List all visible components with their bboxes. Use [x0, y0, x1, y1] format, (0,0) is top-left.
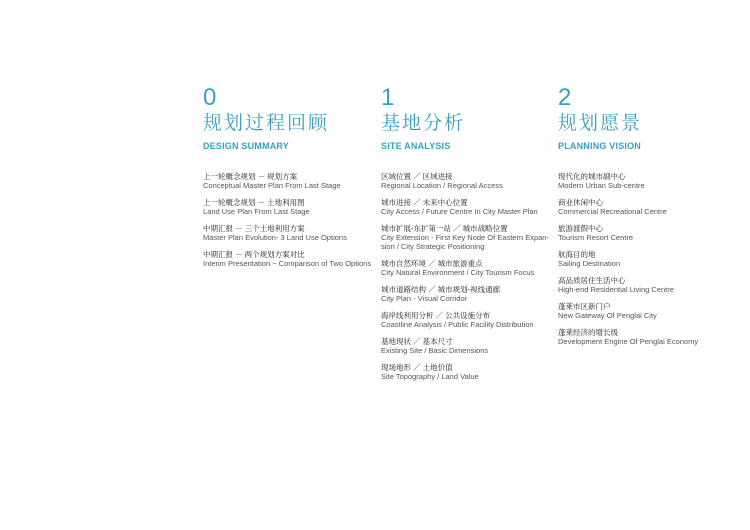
item-cn: 航海目的地 [558, 250, 596, 259]
list-item [381, 259, 551, 277]
section-site-analysis [381, 86, 551, 389]
item-cn: 基地现状 ／ 基本尺寸 [381, 337, 453, 346]
section-title-cn: 基地分析 [381, 113, 466, 134]
item-en: Land Use Plan From Last Stage [203, 207, 310, 216]
item-en: Regional Location / Regional Access [381, 181, 503, 190]
item-cn: 城市扩展-东扩第一站 ／ 城市战略位置 [381, 224, 508, 233]
section-number: 2 [558, 84, 572, 111]
item-en: Commercial Recreational Centre [558, 207, 667, 216]
item-cn: 旅游渡假中心 [558, 224, 603, 233]
item-en: High-end Residential Living Centre [558, 285, 674, 294]
item-en: Conceptual Master Plan From Last Stage [203, 181, 341, 190]
item-cn: 高品质居住生活中心 [558, 276, 626, 285]
section-title-cn: 规划愿景 [558, 113, 643, 134]
item-en: City Plan - Visual Corridor [381, 294, 468, 303]
list-item [203, 198, 383, 216]
list-item [203, 172, 383, 190]
list-item [558, 250, 738, 268]
item-cn: 蓬莱经济的增长级 [558, 328, 618, 337]
list-item [381, 198, 551, 216]
item-en: New Gateway Of Penglai City [558, 311, 657, 320]
list-item [381, 224, 551, 251]
item-cn: 中期汇报 － 三个土地利用方案 [203, 224, 305, 233]
item-cn: 城市自然环境 ／ 城市旅游重点 [381, 259, 483, 268]
item-cn: 城市道路结构 ／ 城市规划-视线通廊 [381, 285, 501, 294]
item-cn: 蓬莱市区新门户 [558, 302, 611, 311]
item-en: Coastline Analysis / Public Facility Distribution [381, 320, 534, 329]
section-title-cn: 规划过程回顾 [203, 113, 330, 134]
item-cn: 城市进接 ／ 未来中心位置 [381, 198, 468, 207]
item-en: City Access / Future Centre In City Master Plan [381, 207, 538, 216]
item-cn: 现代化的城市副中心 [558, 172, 626, 181]
list-item [558, 328, 738, 346]
section-number: 0 [203, 84, 217, 111]
item-cn: 现场地形 ／ 土地价值 [381, 363, 453, 372]
list-item [203, 224, 383, 242]
item-en: Interim Presentation ~ Comparison of Two Options [203, 259, 372, 268]
section-number: 1 [381, 84, 395, 111]
section-design-summary [203, 86, 383, 276]
item-en: City Natural Environment / City Tourism Focus [381, 268, 535, 277]
list-item [558, 224, 738, 242]
item-cn: 区域位置 ／ 区域进接 [381, 172, 453, 181]
item-cn: 海岸线利用分析 ／ 公共设施分布 [381, 311, 491, 320]
section-title-en: DESIGN SUMMARY [203, 141, 289, 151]
item-en: Development Engine Of Penglai Economy [558, 337, 699, 346]
section-planning-vision [558, 86, 738, 354]
item-en: Site Topography / Land Value [381, 372, 479, 381]
list-item [558, 302, 738, 320]
item-en: Sailing Destination [558, 259, 621, 268]
item-en: Modern Urban Sub-centre [558, 181, 645, 190]
item-en: Tourism Resort Centre [558, 233, 634, 242]
list-item [558, 276, 738, 294]
list-item [203, 250, 383, 268]
item-cn: 商业休闲中心 [558, 198, 603, 207]
item-en: City Extension - First Key Node Of Eastern Expan- sion / City Strategic Positioning [381, 233, 549, 251]
list-item [381, 337, 551, 355]
list-item [381, 172, 551, 190]
list-item [381, 363, 551, 381]
item-cn: 上一轮概念规划 － 规划方案 [203, 172, 298, 181]
item-en: Existing Site / Basic Dimensions [381, 346, 489, 355]
item-cn: 上一轮概念规划 － 土地利用图 [203, 198, 305, 207]
list-item [381, 311, 551, 329]
list-item [381, 285, 551, 303]
list-item [558, 172, 738, 190]
item-en: Master Plan Evolution- 3 Land Use Options [203, 233, 347, 242]
item-cn: 中期汇报 － 两个规划方案对比 [203, 250, 305, 259]
list-item [558, 198, 738, 216]
section-title-en: PLANNING VISION [558, 141, 642, 151]
section-title-en: SITE ANALYSIS [381, 141, 451, 151]
